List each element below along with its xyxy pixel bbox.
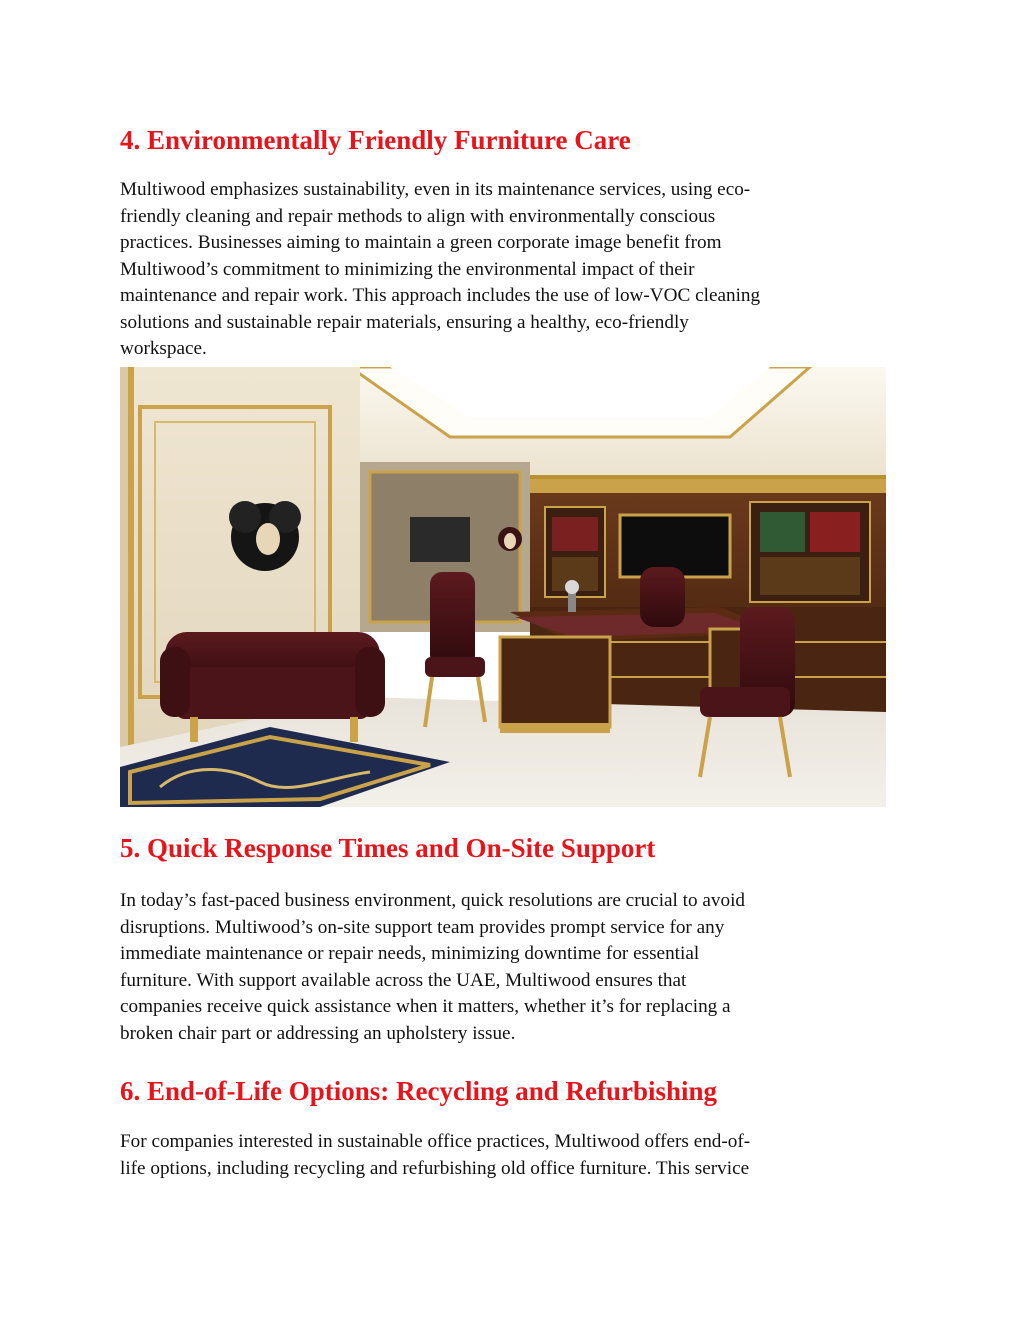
section-heading-4: 4. Environmentally Friendly Furniture Care: [120, 125, 631, 155]
paragraph-line: companies receive quick assistance when it matters, whether it’s for replacing a: [120, 996, 731, 1017]
paragraph-line: For companies interested in sustainable office practices, Multiwood offers end-of-: [120, 1131, 751, 1152]
paragraph-line: Multiwood emphasizes sustainability, even in its maintenance services, using eco-: [120, 179, 751, 200]
paragraph-line: maintenance and repair work. This approach includes the use of low-VOC cleaning: [120, 285, 761, 306]
paragraph-line: practices. Businesses aiming to maintain a green corporate image benefit from: [120, 232, 722, 253]
section-heading-5: 5. Quick Response Times and On-Site Support: [120, 833, 656, 863]
paragraph-line: immediate maintenance or repair needs, minimizing downtime for essential: [120, 943, 700, 964]
paragraph-line: Multiwood’s commitment to minimizing the environmental impact of their: [120, 258, 695, 280]
paragraph-line: workspace.: [120, 338, 207, 359]
paragraph-line: life options, including recycling and refurbishing old office furniture. This service: [120, 1157, 750, 1179]
section-paragraph-6: [120, 1129, 920, 1182]
paragraph-line: friendly cleaning and repair methods to align with environmentally conscious: [120, 205, 716, 227]
paragraph-line: solutions and sustainable repair materials, ensuring a healthy, eco-friendly: [120, 311, 689, 333]
paragraph-line: disruptions. Multiwood’s on-site support team provides prompt service for any: [120, 916, 725, 938]
section-heading-6: 6. End-of-Life Options: Recycling and Refurbishing: [120, 1076, 718, 1106]
paragraph-line: furniture. With support available across the UAE, Multiwood ensures that: [120, 969, 687, 991]
paragraph-line: In today’s fast-paced business environment, quick resolutions are crucial to avoid: [120, 890, 746, 911]
paragraph-line: broken chair part or addressing an upholstery issue.: [120, 1022, 516, 1044]
office-interior-photo: [120, 367, 886, 807]
section-paragraph-5: [120, 888, 920, 1047]
section-paragraph-4: [120, 177, 920, 363]
